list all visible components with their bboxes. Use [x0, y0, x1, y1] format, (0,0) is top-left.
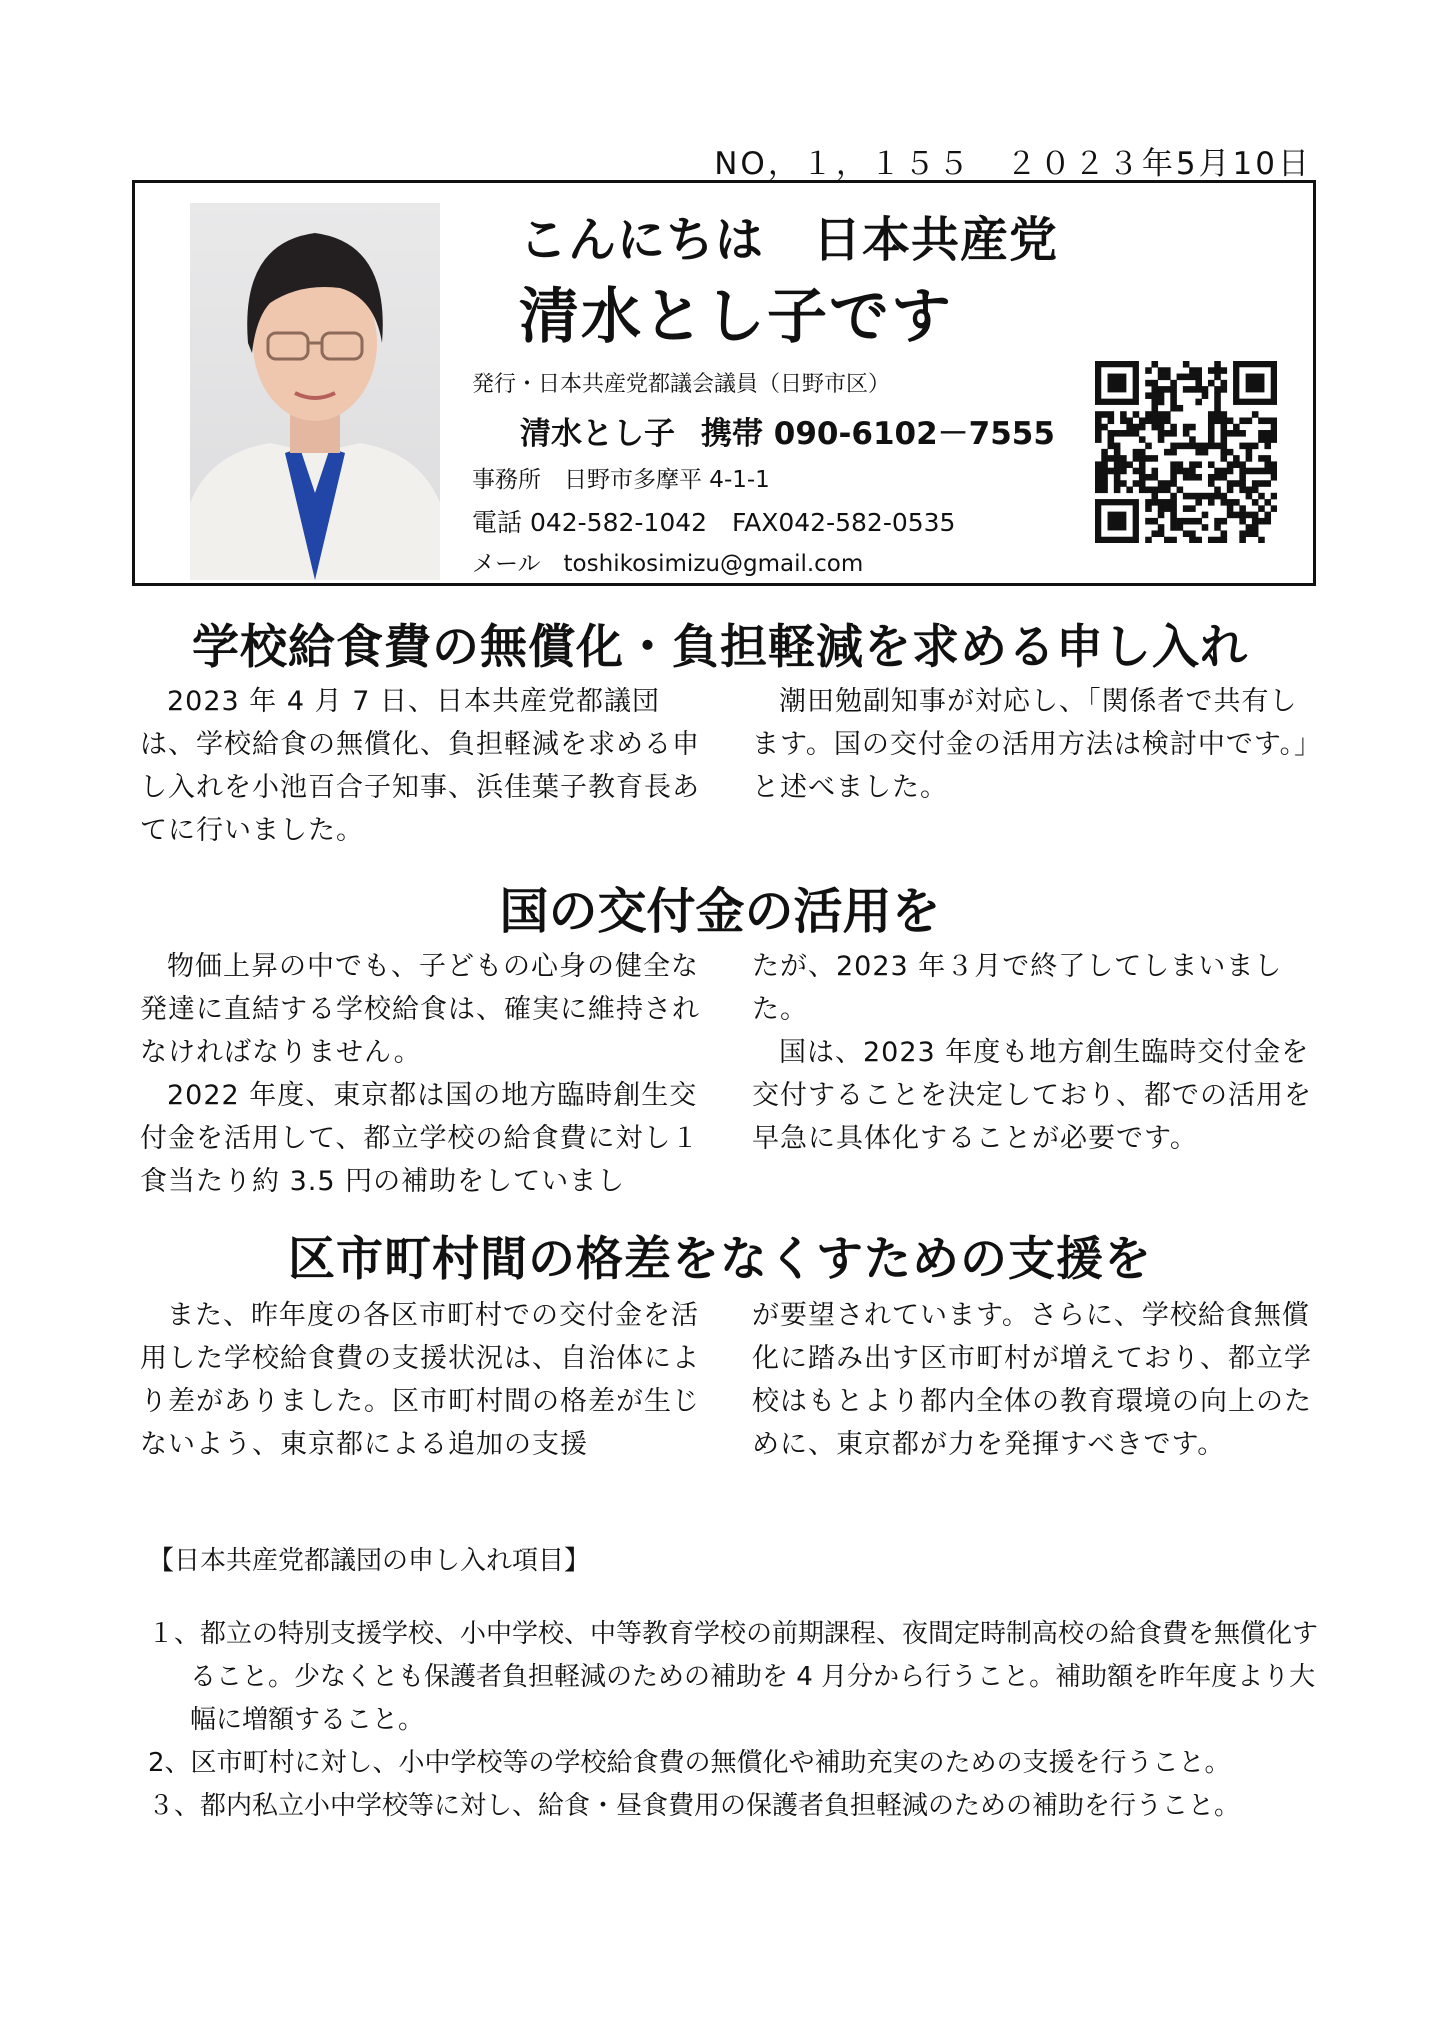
- demand-item-3: ３、都内私立小中学校等に対し、給食・昼食費用の保護者負担軽減のための補助を行うこと。: [148, 1791, 1241, 1821]
- section3-right-text: が要望されています。さらに、学校給食無償化に踏み出す区市町村が増えており、都立学校はもとより都内全体の教育環境の向上のために、東京都が力を発揮すべきです。: [752, 1300, 1312, 1460]
- section3-right-column: [752, 1294, 1318, 1466]
- section3-heading: 区市町村間の格差をなくすための支援を: [288, 1232, 1152, 1287]
- section2-right-column: [752, 945, 1318, 1160]
- section2-right-p1: たが、2023 年３月で終了してしまいました。: [752, 951, 1283, 1025]
- name-phone-line: [520, 408, 1055, 453]
- publisher-line: 発行・日本共産党都議会議員（日野市区）: [472, 372, 891, 397]
- section2-left-p2: 2022 年度、東京都は国の地方臨時創生交付金を活用して、都立学校の給食費に対し１食当たり約 3.5 円の補助をしていまし: [140, 1080, 700, 1197]
- section1-heading: 学校給食費の無償化・負担軽減を求める申し入れ: [192, 620, 1248, 675]
- section2-heading: 国の交付金の活用を: [499, 883, 941, 940]
- section2-right-p2: 国は、2023 年度も地方創生臨時交付金を交付することを決定しており、都での活用を早急に具体化することが必要です。: [752, 1037, 1312, 1154]
- demand-list-title: 【日本共産党都議団の申し入れ項目】: [148, 1546, 591, 1576]
- portrait-photo: [190, 203, 440, 580]
- section3-left-column: [140, 1294, 705, 1466]
- issue-number-date: NO，１，１５５ ２０２３年5月10日: [714, 146, 1312, 182]
- demand-item-2: 2、区市町村に対し、小中学校等の学校給食費の無償化や補助充実のための支援を行うこと。: [148, 1748, 1231, 1778]
- section1-left-column: [140, 680, 705, 852]
- section1-right-text: 潮田勉副知事が対応し、「関係者で共有します。国の交付金の活用方法は検討中です。」と述べました。: [752, 686, 1309, 803]
- qr-code[interactable]: [1095, 361, 1277, 543]
- section3-left-text: また、昨年度の各区市町村での交付金を活用した学校給食費の支援状況は、自治体により差がありました。区市町村間の格差が生じないよう、東京都による追加の支援: [140, 1300, 700, 1460]
- demand-list: [148, 1540, 1328, 1828]
- header-box: [132, 180, 1316, 586]
- tel-fax: 電話 042-582-1042 FAX042-582-0535: [472, 508, 956, 537]
- name-text: 清水とし子: [520, 416, 675, 452]
- section1-left-text: 2023 年 4 月 7 日、日本共産党都議団は、学校給食の無償化、負担軽減を求める申し入れを小池百合子知事、浜佳葉子教育長あてに行いました。: [140, 686, 700, 846]
- demand-item-1: １、都立の特別支援学校、小中学校、中等教育学校の前期課程、夜間定時制高校の給食費を無償化すること。少なくとも保護者負担軽減のための補助を 4 月分から行うこと。補助額を昨年度より大幅に増額すること。: [148, 1619, 1319, 1735]
- section2-left-column: [140, 945, 705, 1203]
- email-line: メール toshikosimizu@gmail.com: [472, 551, 864, 577]
- greeting-heading: こんにちは 日本共産党: [519, 212, 1059, 268]
- office-address: 事務所 日野市多摩平 4-1-1: [472, 467, 770, 493]
- mobile-text: 携帯 090-6102－7555: [701, 416, 1055, 452]
- name-title: 清水とし子です: [519, 282, 953, 352]
- section2-left-p1: 物価上昇の中でも、子どもの心身の健全な発達に直結する学校給食は、確実に維持されなければなりません。: [140, 951, 700, 1068]
- section1-right-column: [752, 680, 1318, 809]
